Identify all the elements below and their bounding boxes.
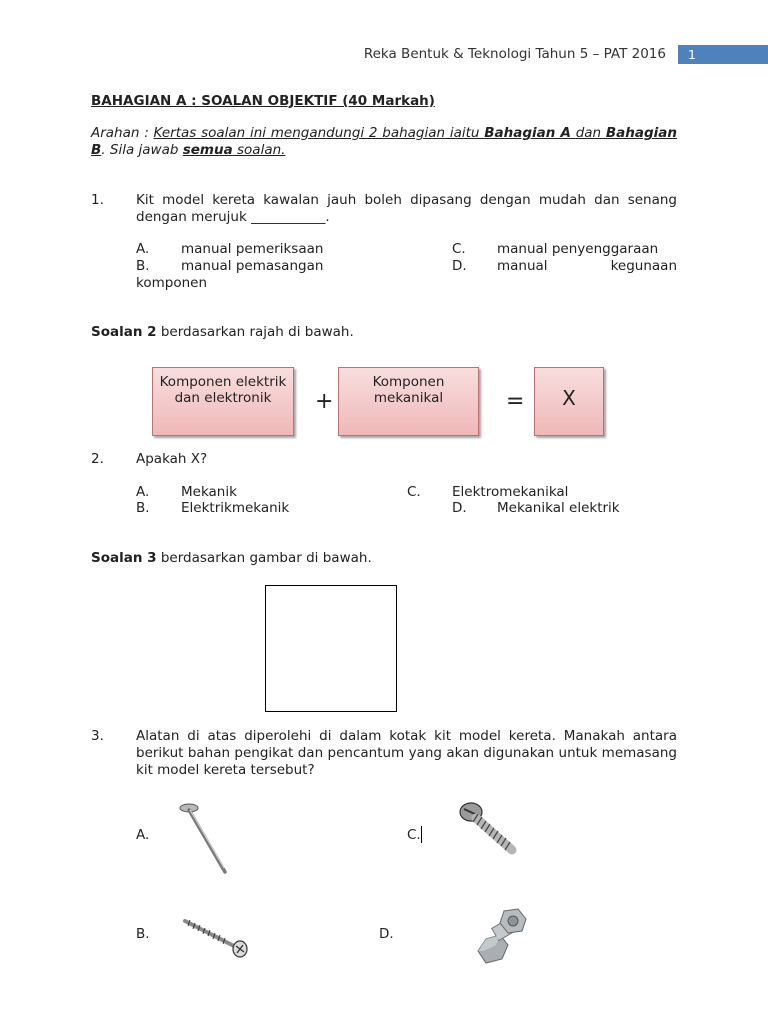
q3-intro-text: berdasarkan gambar di bawah. bbox=[156, 550, 372, 566]
q2-text: Apakah X? bbox=[136, 451, 208, 467]
q1-text: Kit model kereta kawalan jauh boleh dipasang dengan mudah dan senang dengan merujuk ___________. bbox=[136, 192, 677, 225]
q2-option-a-text: Mekanik bbox=[181, 484, 237, 500]
q3-text: Alatan di atas diperolehi di dalam kotak kit model kereta. Manakah antara berikut bahan pengikat dan pencantum yang akan digunakan untuk memasang kit model kereta tersebut? bbox=[136, 728, 677, 778]
q3-intro-bold: Soalan 3 bbox=[91, 550, 157, 566]
picture-placeholder bbox=[265, 585, 397, 712]
instructions-label: Arahan : bbox=[91, 125, 149, 141]
diagram-box-x: X bbox=[534, 367, 604, 436]
q1-option-d-wrap: komponen bbox=[136, 275, 207, 291]
q2-intro bbox=[91, 324, 354, 340]
q2-option-c-text: Elektromekanikal bbox=[452, 484, 569, 500]
diagram-plus: + bbox=[315, 389, 334, 414]
q1-option-d-letter: D. bbox=[452, 258, 467, 274]
q1-option-b-letter: B. bbox=[136, 258, 150, 274]
instructions-and: dan bbox=[575, 125, 602, 141]
bolt-icon bbox=[456, 796, 520, 858]
text-cursor bbox=[421, 826, 422, 843]
q2-intro-bold: Soalan 2 bbox=[91, 324, 157, 340]
instructions-text3: soalan. bbox=[237, 142, 286, 158]
q2-option-d-text: Mekanikal elektrik bbox=[497, 500, 620, 516]
q1-option-a-text: manual pemeriksaan bbox=[181, 241, 324, 257]
diagram-box-electric: Komponen elektrik dan elektronik bbox=[152, 367, 294, 436]
q2-number: 2. bbox=[91, 451, 104, 467]
section-title: BAHAGIAN A : SOALAN OBJEKTIF (40 Markah) bbox=[91, 93, 435, 109]
q3-option-d-letter: D. bbox=[379, 926, 394, 942]
q2-option-b-letter: B. bbox=[136, 500, 150, 516]
q1-option-d-text: manual kegunaan bbox=[497, 258, 677, 274]
instructions-all: semua bbox=[182, 142, 233, 158]
instructions bbox=[91, 125, 677, 159]
q2-option-c-letter: C. bbox=[407, 484, 421, 500]
instructions-text1: Kertas soalan ini mengandungi 2 bahagian iaitu bbox=[153, 125, 480, 141]
q2-option-a-letter: A. bbox=[136, 484, 150, 500]
header-title: Reka Bentuk & Teknologi Tahun 5 – PAT 2016 bbox=[363, 46, 666, 62]
q1-option-c-text: manual penyenggaraan bbox=[497, 241, 659, 257]
q3-option-a-letter: A. bbox=[136, 827, 150, 843]
q3-option-c-letter: C. bbox=[407, 827, 421, 843]
diagram-box-mechanical: Komponen mekanikal bbox=[338, 367, 479, 436]
nail-icon bbox=[175, 800, 235, 876]
q3-intro bbox=[91, 550, 372, 566]
q1-option-a-letter: A. bbox=[136, 241, 150, 257]
q2-intro-text: berdasarkan rajah di bawah. bbox=[156, 324, 354, 340]
q2-option-b-text: Elektrikmekanik bbox=[181, 500, 290, 516]
nut-bolt-icon bbox=[464, 905, 530, 971]
instructions-part-a: Bahagian A bbox=[484, 125, 571, 141]
q2-option-d-letter: D. bbox=[452, 500, 467, 516]
screw-icon bbox=[180, 914, 252, 962]
q3-option-b-letter: B. bbox=[136, 926, 150, 942]
instructions-part-b: Bahagian B bbox=[91, 125, 677, 158]
q3-number: 3. bbox=[91, 728, 104, 744]
q1-option-b-text: manual pemasangan bbox=[181, 258, 324, 274]
page-number: 1 bbox=[678, 45, 768, 64]
q1-option-c-letter: C. bbox=[452, 241, 466, 257]
q1-number: 1. bbox=[91, 192, 104, 208]
instructions-text2: . Sila jawab bbox=[101, 142, 179, 158]
diagram-equals: = bbox=[506, 389, 525, 414]
